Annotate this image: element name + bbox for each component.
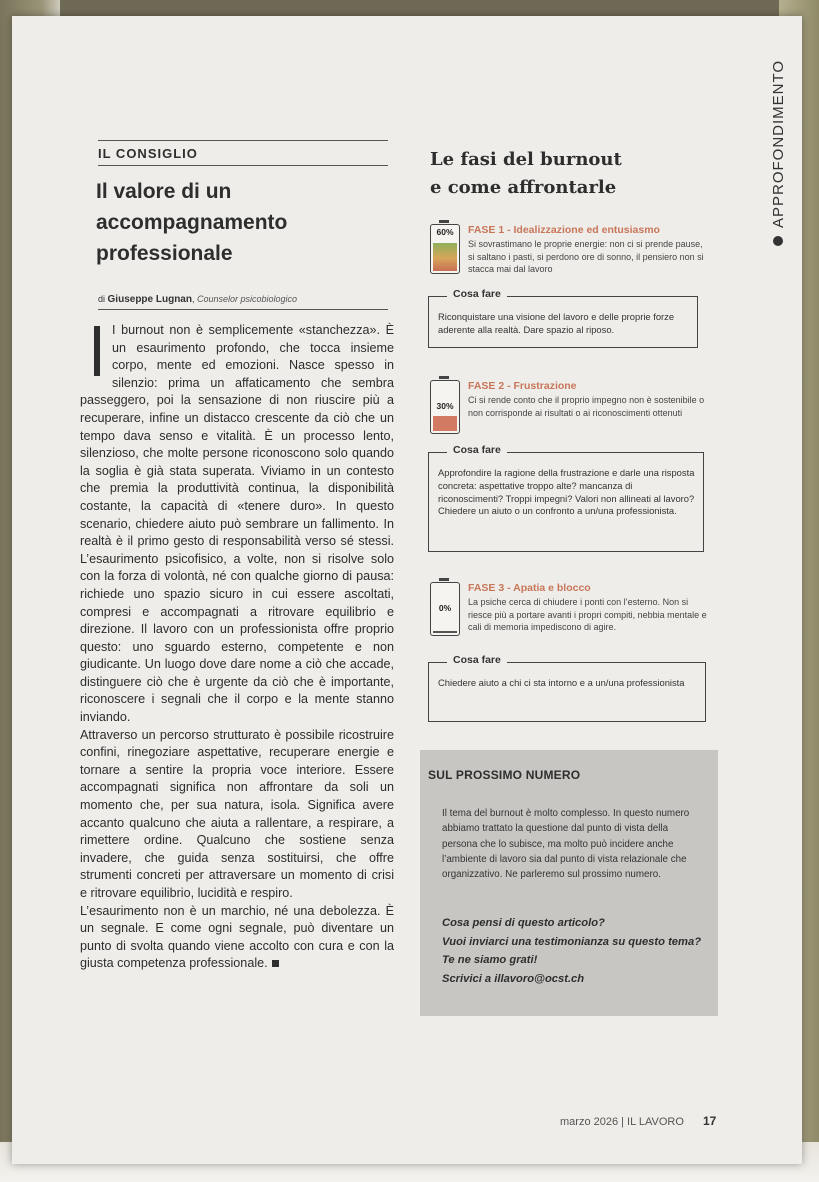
article-paragraph: I burnout non è semplicemente «stanchezza». È un esaurimento profondo, che tocca insieme corpo, mente ed emozioni. Nasce spesso in silenzio: prima un affaticamento che sembra passeggero, poi la sensazione di non riuscire più a recuperare, infine un distacco crescente da ciò che un tempo dava senso e vitalità. È un processo lento, silenzioso, che molte persone riconoscono solo quando la soglia è già stata superata. Viviamo in un contesto che premia la produttività continua, la disponibilità costante, la capacità di «tenere duro». In questo scenario, chiedere aiuto può sembrare un fallimento. In realtà è il primo gesto di responsabilità verso sé stessi. L’esaurimento psicofisico, a volte, non si risolve solo con la forza di volontà, né con qualche giorno di pausa: richiede uno spazio sicuro in cui essere ascoltati, compresi e accompagnati a ritrovare equilibrio e direzione. Il lavoro con un professionista offre proprio questo: uno sguardo esterno, competente e non giudicante. Un luogo dove dare nome a ciò che accade, distinguere ciò che è urgente da ciò che è importante, riconoscere i segnali che il corpo e la mente stanno inviando.	[80, 323, 394, 725]
todo-box-label: Cosa fare	[447, 654, 507, 666]
article-paragraph-text: L’esaurimento non è un marchio, né una debolezza. È un segnale. E come ogni segnale, può diventare un punto di svolta quando viene accolto con cura e con la giusta competenza professionale.	[80, 903, 394, 971]
phase-heading: FASE 3 - Apatia e blocco	[468, 582, 591, 594]
title-line: accompagnamento	[96, 211, 288, 234]
battery-percent: 0%	[438, 603, 452, 613]
kicker-rule-bottom	[98, 165, 388, 166]
cta-email: Scrivici a illavoro@ocst.ch	[442, 972, 585, 985]
next-issue-box	[420, 750, 718, 1016]
article-body	[80, 322, 394, 973]
infobox-title-line: e come affrontarle	[430, 177, 617, 198]
article-title	[96, 176, 396, 269]
infobox-title	[430, 146, 730, 202]
todo-text: Chiedere aiuto a chi ci sta intorno e a un/una professionista	[438, 677, 685, 688]
author-name: Giuseppe Lugnan	[107, 294, 192, 305]
cta-line: Te ne siamo grati!	[442, 954, 538, 966]
phase-heading: FASE 2 - Frustrazione	[468, 380, 577, 392]
battery-fill	[433, 243, 457, 271]
next-issue-title: SUL PROSSIMO NUMERO	[428, 768, 581, 782]
todo-box-label: Cosa fare	[447, 444, 507, 456]
battery-percent: 30%	[436, 401, 454, 411]
phase-description: La psiche cerca di chiudere i ponti con l’esterno. Non si riesce più a portare avanti i propri compiti, nebbia mentale e cali di memoria impediscono di agire.	[468, 597, 707, 632]
battery-icon	[430, 224, 460, 274]
battery-percent: 60%	[436, 227, 454, 237]
phase-heading: FASE 1 - Idealizzazione ed entusiasmo	[468, 224, 660, 236]
next-issue-text: Il tema del burnout è molto complesso. In questo numero abbiamo trattato la questione dal punto di vista della persona che lo subisce, ma molto può incidere anche l’ambiente di lavoro sia dal punto di vista relazionale che organizzativo. Ne parleremo sul prossimo numero.	[442, 808, 690, 881]
page-number: 17	[702, 1114, 717, 1128]
battery-fill	[433, 631, 457, 633]
issue-label: marzo 2026 | IL LAVORO	[560, 1116, 684, 1128]
article-paragraph-last	[80, 903, 394, 973]
todo-text: Riconquistare una visione del lavoro e delle proprie forze aderente alla realtà. Dare spazio al riposo.	[438, 311, 675, 335]
section-tab-label: APPROFONDIMENTO	[769, 59, 787, 228]
byline-prefix: di	[98, 294, 106, 304]
cta-line: Cosa pensi di questo articolo?	[442, 917, 605, 929]
todo-box-3	[428, 654, 706, 722]
battery-icon	[430, 582, 460, 636]
next-issue-cta	[442, 914, 712, 988]
battery-fill	[433, 416, 457, 431]
page-footer	[560, 1114, 716, 1128]
kicker-rule-top	[98, 140, 388, 141]
section-tab	[762, 36, 794, 256]
title-line: professionale	[96, 242, 233, 265]
drop-cap	[94, 326, 100, 376]
article-paragraph: Attraverso un percorso strutturato è possibile ricostruire confini, rinegoziare aspettative, recuperare energie e tornare a sentire la propria voce interiore. Essere accompagnati significa non affrontare da soli un momento che, per sua natura, isola. Significa avere accanto qualcuno che aiuta a rallentare, a respirare, a rimettere ordine. Qualcuno che sostiene senza invadere, che guida senza sostituirsi, che offre strumenti concreti per attraversare un momento di crisi e ritrovare equilibrio, lucidità e respiro.	[80, 727, 394, 900]
author-role: Counselor psicobiologico	[197, 294, 298, 304]
todo-box-1	[428, 288, 698, 348]
cta-line: Vuoi inviarci una testimonianza su questo tema?	[442, 935, 702, 948]
phase-description: Si sovrastimano le proprie energie: non ci si prende pause, si saltano i pasti, si perdono ore di sonno, il pensiero non si stacca mai dal lavoro	[468, 239, 704, 274]
kicker: IL CONSIGLIO	[98, 146, 198, 161]
byline: di Giuseppe Lugnan, Counselor psicobiologico	[98, 294, 298, 305]
byline-rule	[98, 309, 388, 310]
battery-icon	[430, 380, 460, 434]
phase-description: Ci si rende conto che il proprio impegno non è sostenibile o non corrisponde ai risultati o ai riconoscimenti ottenuti	[468, 395, 705, 418]
title-line: Il valore di un	[96, 180, 232, 203]
bullet-icon	[773, 236, 783, 246]
infobox-title-line: Le fasi del burnout	[430, 149, 622, 170]
magazine-page	[12, 16, 802, 1164]
todo-text: Approfondire la ragione della frustrazione e darle una risposta concreta: aspettative troppo alte? mancanza di riconoscimenti? Troppi impegni? Valori non allineati al lavoro? Chiedere un aiuto o un confronto a un/una professionista.	[438, 467, 695, 517]
todo-box-2	[428, 444, 704, 552]
end-mark-icon	[272, 960, 279, 967]
todo-box-label: Cosa fare	[447, 288, 507, 300]
